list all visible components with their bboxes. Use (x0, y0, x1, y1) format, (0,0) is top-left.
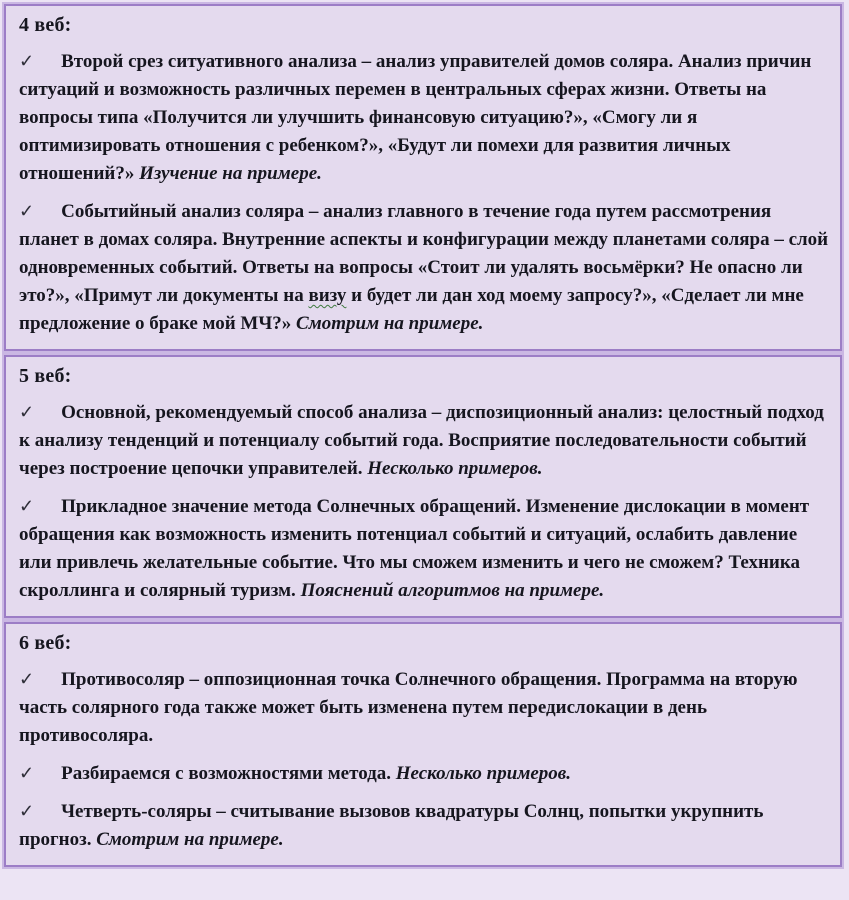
section-2 (4, 355, 842, 618)
italic-note: Смотрим на примере. (96, 829, 284, 850)
section-3 (4, 622, 842, 867)
bullet-item (19, 197, 830, 338)
checkmark-icon: ✓ (19, 496, 35, 516)
checkmark-icon: ✓ (19, 51, 35, 71)
italic-note: Смотрим на примере. (296, 313, 484, 334)
italic-note: Несколько примеров. (367, 458, 543, 479)
sections (4, 4, 842, 867)
bullet-item (19, 759, 830, 788)
bullet-text: Основной, рекомендуемый способ анализа – диспозиционный анализ: целостный подход к анализу тенденций и потенциалу событий года. Восприятие последовательности событий через построение цепочки управителей. (19, 402, 824, 479)
bullet-text: Четверть-соляры – считывание вызовов квадратуры Солнц, попытки укрупнить прогноз. (19, 801, 764, 850)
bullet-text: Второй срез ситуативного анализа – анализ управителей домов соляра. Анализ причин ситуаций и возможность различных перемен в центральных сферах жизни. Ответы на вопросы типа «Получится ли улучшить финансовую ситуацию?», «Смогу ли я оптимизировать отношения с ребенком?», «Будут ли помехи для развития личных отношений?» (19, 51, 812, 184)
checkmark-icon: ✓ (19, 763, 35, 783)
checkmark-icon: ✓ (19, 669, 35, 689)
bullet-item (19, 398, 830, 483)
italic-note: Изучение на примере. (139, 163, 322, 184)
checkmark-icon: ✓ (19, 402, 35, 422)
bullet-text: Событийный анализ соляра – анализ главного в течение года путем рассмотрения планет в домах соляра. Внутренние аспекты и конфигурации между планетами соляра – слой одновременных событий. Ответы на вопросы «Стоит ли удалять восьмёрки? Не опасно ли это?», «Примут ли документы на (19, 201, 829, 306)
spellcheck-word: визу (308, 285, 347, 306)
italic-note: Пояснений алгоритмов на примере. (300, 580, 605, 601)
checkmark-icon: ✓ (19, 801, 35, 821)
section-header: 4 веб: (19, 14, 72, 36)
checkmark-icon: ✓ (19, 201, 35, 221)
bullet-item (19, 47, 830, 188)
section-header: 5 веб: (19, 365, 72, 387)
section-1 (4, 4, 842, 351)
bullet-item (19, 665, 830, 750)
bullet-item (19, 797, 830, 854)
bullet-text: Прикладное значение метода Солнечных обращений. Изменение дислокации в момент обращения как возможность изменить потенциал событий и ситуаций, ослабить давление или привлечь желательные событие. Что мы сможем изменить и чего не сможем? Техника скроллинга и солярный туризм. (19, 496, 810, 601)
italic-note: Несколько примеров. (395, 763, 572, 784)
section-header: 6 веб: (19, 632, 72, 654)
bullet-text: и будет ли дан ход моему запросу?», «Сделает ли мне предложение о браке мой МЧ?» (19, 285, 804, 334)
bullet-item (19, 492, 830, 605)
bullet-text: Противосоляр – оппозиционная точка Солнечного обращения. Программа на вторую часть солярного года также может быть изменена путем передислокации в день противосоляра. (19, 669, 798, 746)
bullet-text: Разбираемся с возможностями метода. (61, 763, 396, 784)
